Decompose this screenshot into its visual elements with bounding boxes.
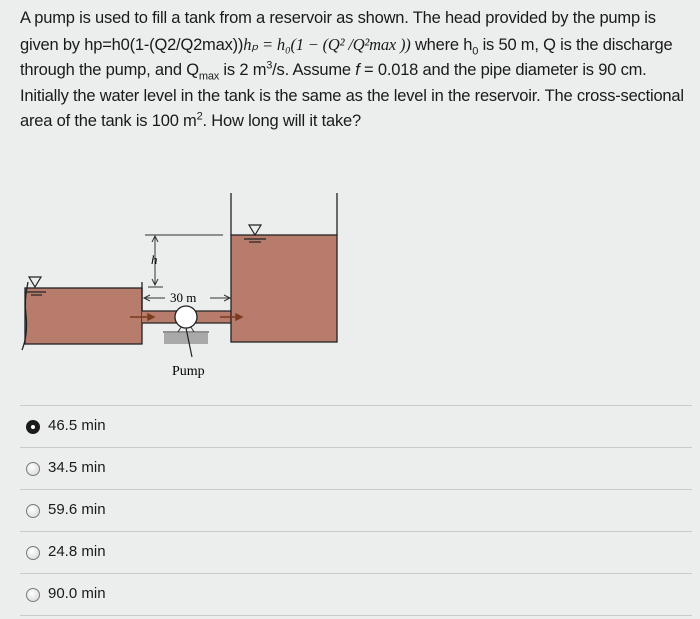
radio-button[interactable] bbox=[26, 462, 40, 476]
question-part: . How long will it take? bbox=[202, 112, 361, 130]
question-part: is 2 m bbox=[219, 61, 267, 79]
question-part: A pump is used to fill a tank from a reservoir as shown. The head provided by the pump is given by hp=h0(1-(Q2/Q2max)) bbox=[20, 9, 656, 54]
answer-option[interactable] bbox=[0, 574, 700, 616]
option-label: 24.8 min bbox=[48, 543, 106, 560]
superscript: 3 bbox=[266, 59, 273, 72]
radio-button[interactable] bbox=[26, 588, 40, 602]
h-label: h bbox=[151, 252, 158, 267]
question-text bbox=[20, 6, 692, 135]
question-part: = 0.018 and the pipe diameter is 90 cm. Initially the water level in the tank is the same as the level in the reservoir. The cross-sectional area of the tank is 100 m bbox=[20, 61, 684, 130]
radio-button[interactable] bbox=[26, 504, 40, 518]
pump-icon bbox=[175, 306, 197, 328]
question-part: /s. Assume bbox=[272, 61, 356, 79]
pump-base bbox=[164, 333, 208, 344]
answer-option[interactable] bbox=[0, 490, 700, 532]
tank-water bbox=[231, 235, 337, 342]
option-label: 34.5 min bbox=[48, 459, 106, 476]
option-label: 46.5 min bbox=[48, 417, 106, 434]
answer-option[interactable] bbox=[0, 448, 700, 490]
question-part: where h bbox=[410, 35, 473, 54]
pump-label: Pump bbox=[172, 364, 205, 379]
distance-label: 30 m bbox=[170, 290, 197, 305]
option-label: 59.6 min bbox=[48, 501, 106, 518]
divider bbox=[20, 615, 692, 616]
head-formula: hₚ = h₀(1 − (Q² /Q²max )) bbox=[243, 34, 411, 54]
reservoir-water bbox=[25, 288, 142, 344]
answer-option[interactable] bbox=[0, 406, 700, 448]
option-label: 90.0 min bbox=[48, 585, 106, 602]
subscript: 0 bbox=[472, 44, 479, 57]
answer-option[interactable] bbox=[0, 532, 700, 574]
question-part: is 50 m, Q is the discharge through the pump, and Q bbox=[20, 35, 673, 79]
friction-symbol: f bbox=[355, 61, 360, 79]
radio-button[interactable] bbox=[26, 546, 40, 560]
subscript: max bbox=[198, 70, 220, 83]
radio-selected[interactable] bbox=[26, 420, 40, 434]
pump-diagram bbox=[0, 180, 360, 390]
superscript: 2 bbox=[196, 110, 203, 123]
